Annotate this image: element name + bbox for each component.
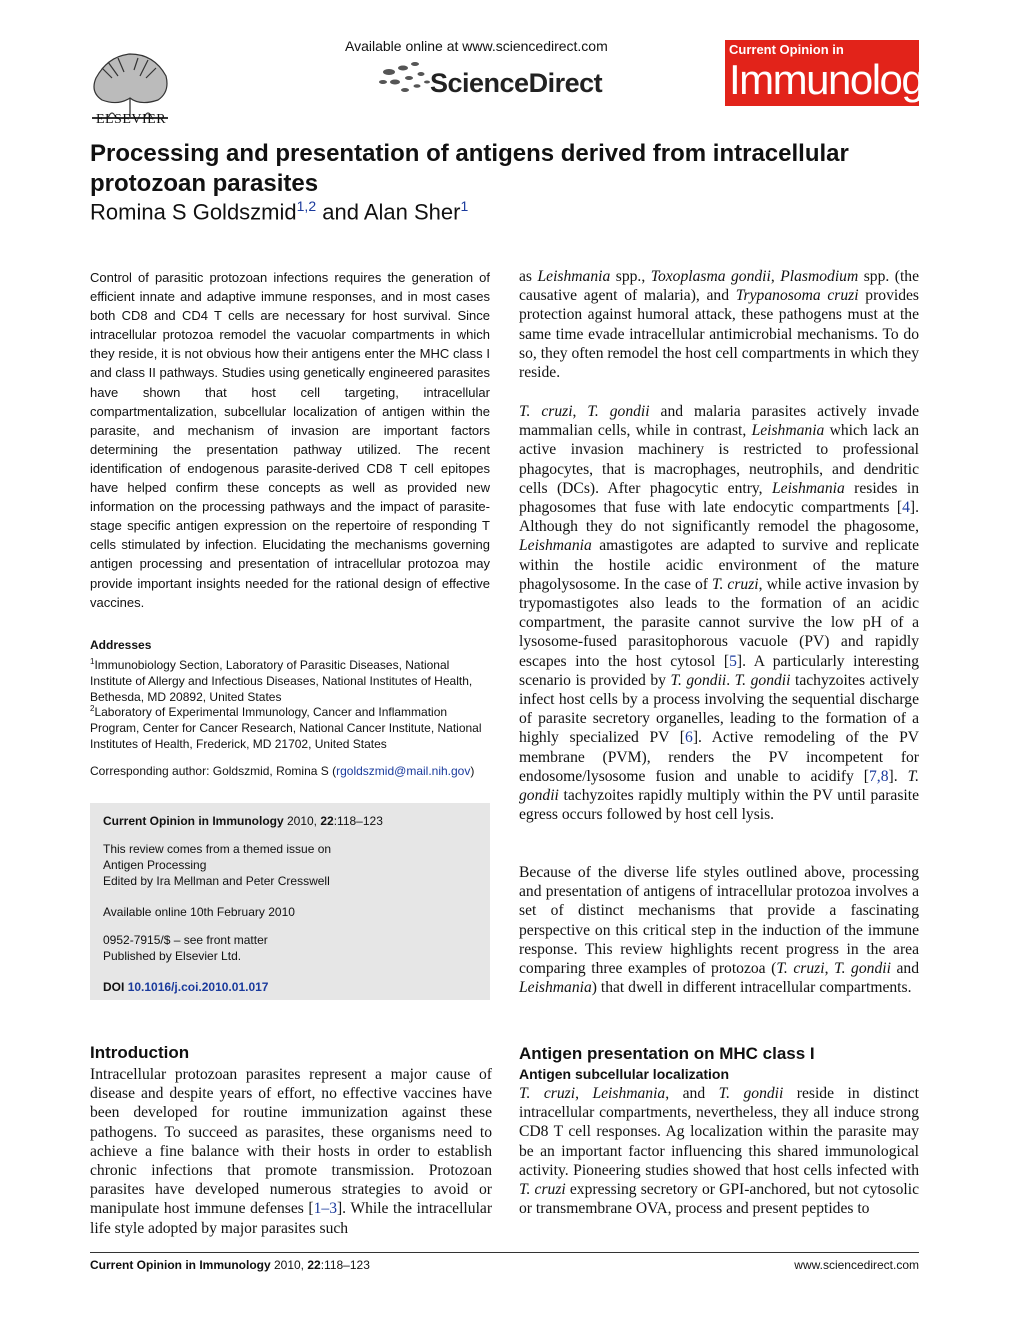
address-1: $^1$Immunobiology Section, Laboratory of Parasitic Diseases, National Institute of Allergy and Infectious Diseases, National Institutes of Health, Bethesda, MD 20892, United States <box>90 657 473 704</box>
infobox-citation: Current Opinion in Immunology 2010, 22:118–123 <box>103 814 383 828</box>
article-title: Processing and presentation of antigens derived from intracellular protozoan parasites <box>90 140 849 197</box>
ref-link[interactable]: 5 <box>729 652 737 670</box>
author-line <box>90 198 468 225</box>
available-online-text: Available online at www.sciencedirect.com <box>345 38 608 54</box>
paragraph-3: Because of the diverse life styles outlined above, processing and presentation of antigens of intracellular protozoa involves a set of distinct mechanisms that provide a fascinating perspective on this critical step in the induction of the immune response. This review highlights recent progress in the area comparing three examples of protozoa (T. cruzi, T. gondii and Leishmania) that dwell in different intracellular compartments. <box>519 864 920 997</box>
introduction-heading: Introduction <box>90 1043 190 1062</box>
antigen-localization-subheading: Antigen subcellular localization <box>519 1066 730 1082</box>
footer-citation: Current Opinion in Immunology 2010, 22:118–123 <box>90 1258 370 1272</box>
ref-link[interactable]: 1–3 <box>313 1200 337 1218</box>
author-2-affil[interactable]: 1 <box>460 198 469 214</box>
paragraph-2: T. cruzi, T. gondii and malaria parasites actively invade mammalian cells, while in contrast, Leishmania which lack an active invasion machinery is restricted to professional phagocytes, that is macrophages, neutrophils, and dendritic cells (DCs). After phagocytic entry, Leishmania resides in phagosomes that fuse with late endocytic compartments [4]. Although they do not significantly remodel the phagosome, Leishmania amastigotes are adapted to survive and replicate within the hostile acidic environment of the mature phagolysosome. In the case of T. cruzi, while active invasion by trypomastigotes also leads to the formation of an acidic compartment, the parasite cannot survive the low pH of a lysosome-fused parasitophorous vacuole (PV) and rapidly escapes into the host cytosol [5]. A particularly interesting scenario is provided by T. gondii. T. gondii tachyzoites actively infect host cells by a process involving the sequential discharge of parasite secretory organelles, leading to the formation of a highly specialized PV [6]. Active remodeling of the PV membrane (PVM), renders the PV incompetent for endosome/lysosome fusion and unable to acidify [7,8]. T. gondii tachyzoites rapidly multiply within the PV until parasite egress occurs followed by host cell lysis. <box>519 403 920 824</box>
addresses-heading: Addresses <box>90 638 152 652</box>
ref-link[interactable]: 7,8 <box>869 767 889 785</box>
author-conjunction: and Alan Sher <box>316 199 461 225</box>
infobox-theme: This review comes from a themed issue on <box>103 842 332 856</box>
infobox-issn: 0952-7915/$ – see front matter <box>103 933 268 947</box>
infobox-publisher: Published by Elsevier Ltd. <box>103 949 242 963</box>
journal-badge-big: Immunology <box>729 56 943 103</box>
address-2: $^2$Laboratory of Experimental Immunology, Cancer and Inflammation Program, Center for Cancer Research, National Cancer Institute, National Institutes of Health, Frederick, MD 21702, United States <box>90 704 482 751</box>
paragraph-1: as Leishmania spp., Toxoplasma gondii, Plasmodium spp. (the causative agent of malaria), and Trypanosoma cruzi provides protection against humoral attack, these pathogens must at the same time evade intracellular antimicrobial mechanisms. To do so, they often remodel the host cell compartments in which they reside. <box>519 268 920 382</box>
publisher-name: ELSEVIER <box>95 112 167 127</box>
antigen-presentation-heading: Antigen presentation on MHC class I <box>519 1044 815 1063</box>
journal-badge-small: Current Opinion in <box>729 42 844 57</box>
abstract: Control of parasitic protozoan infections requires the generation of efficient innate and adaptive immune responses, and in most cases both CD8 and CD4 T cells are necessary for host survival. Since intracellular protozoa remodel the vacuolar compartments in which they reside, it is not obvious how their antigens enter the MHC class I and class II pathways. Studies using genetically engineered parasites have shown that host cell targeting, intracellular compartmentalization, subcellular localization of antigen within the parasite, and mechanism of invasion are important factors determining the presentation pathway utilized. The recent identification of endogenous parasite-derived CD8 T cell epitopes have helped confirm these concepts as well as provided new information on the processing pathways and the impact of parasite-stage specific antigen expression on the repertoire of responding T cells stimulated by infection. Elucidating the mechanisms governing antigen processing and presentation of intracellular protozoa may provide important insights needed for the rational design of effective vaccines. <box>90 270 490 610</box>
author-1: Romina S Goldszmid <box>90 199 297 225</box>
sciencedirect-wordmark: ScienceDirect <box>430 68 603 98</box>
infobox-available: Available online 10th February 2010 <box>103 905 295 919</box>
infobox-editors: Edited by Ira Mellman and Peter Cresswell <box>103 874 330 888</box>
corresponding-email-link[interactable]: rgoldszmid@mail.nih.gov <box>336 764 471 778</box>
infobox-doi: DOI 10.1016/j.coi.2010.01.017 <box>103 980 269 994</box>
author-1-affil[interactable]: 1,2 <box>296 198 317 214</box>
footer-divider <box>90 1252 919 1253</box>
doi-link[interactable]: 10.1016/j.coi.2010.01.017 <box>127 980 269 994</box>
corresponding-author: Corresponding author: Goldszmid, Romina S (rgoldszmid@mail.nih.gov) <box>90 764 475 778</box>
ref-link[interactable]: 6 <box>685 729 693 747</box>
introduction-text: Intracellular protozoan parasites represent a major cause of disease and despite years of effort, no effective vaccines have been developed for routine immunization against these pathogens. To succeed as parasites, these organisms need to achieve a fine balance with their hosts in order to establish chronic infections that promote transmission. Protozoan parasites have developed numerous strategies to avoid or manipulate host immune defenses [1–3]. While the intracellular life style adopted by major parasites such <box>90 1066 493 1237</box>
article-info-box <box>90 803 490 1000</box>
infobox-theme-title: Antigen Processing <box>103 858 207 872</box>
journal-badge <box>725 40 943 106</box>
paragraph-4: T. cruzi, Leishmania, and T. gondii reside in distinct intracellular compartments, nevertheless, they all induce strong CD8 T cell responses. Ag localization within the parasite may be an important factor influencing this shared immunological activity. Pioneering studies showed that host cells infected with T. cruzi expressing secretory or GPI-anchored, but not cytosolic or transmembrane OVA, process and present peptides to <box>519 1085 920 1218</box>
footer-url[interactable]: www.sciencedirect.com <box>794 1258 919 1272</box>
ref-link[interactable]: 4 <box>902 499 910 517</box>
